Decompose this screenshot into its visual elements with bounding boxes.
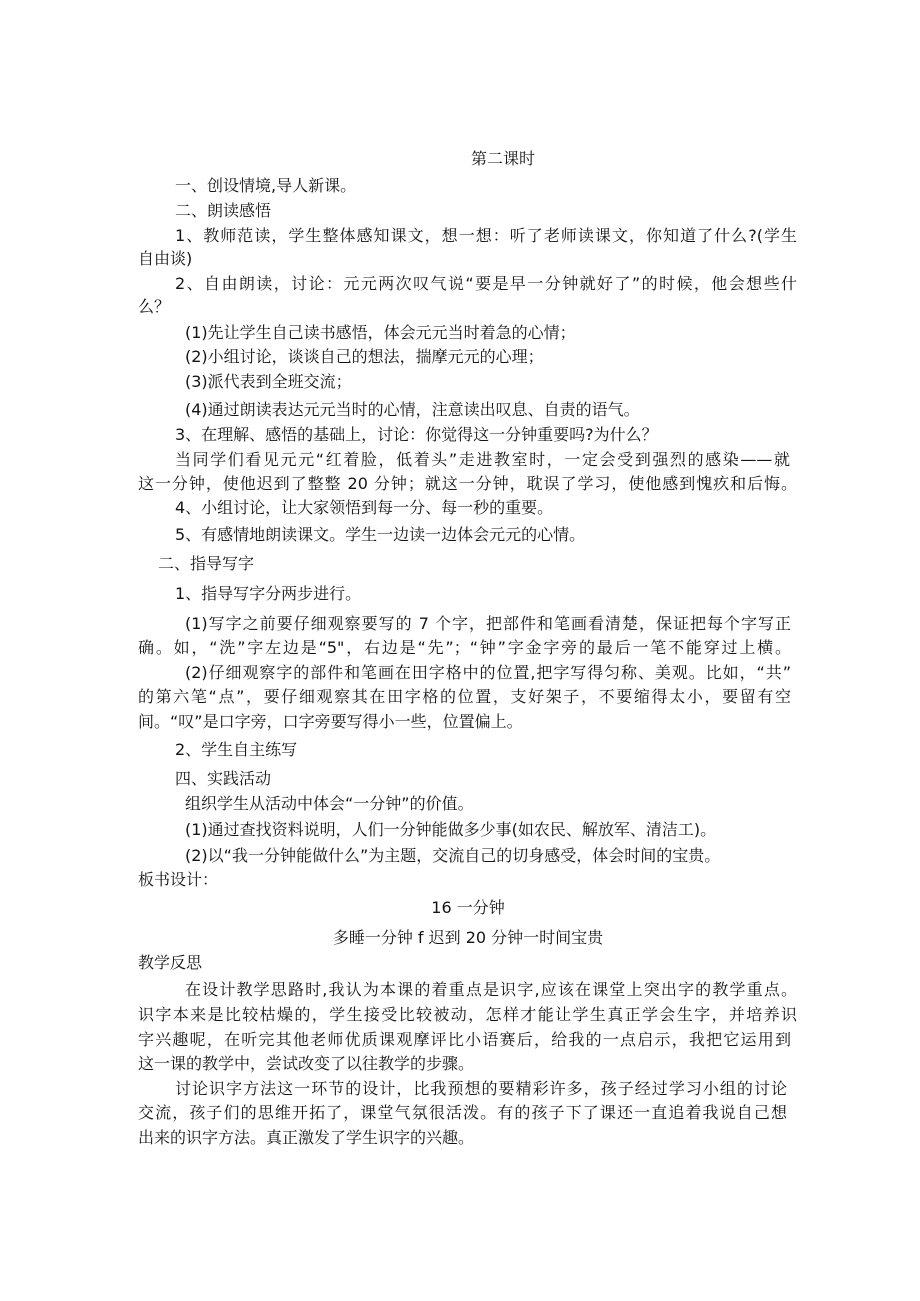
text-line: 2、自由朗读，讨论：元元两次叹气说“要是早一分钟就好了”的时候，他会想些什 bbox=[175, 274, 797, 293]
text-line: 这一分钟，使他迟到了整整 20 分钟；就这一分钟，耽误了学习，使他感到愧疚和后悔。 bbox=[138, 474, 797, 493]
reflection-line: 字兴趣呢，在听完其他老师优质课观摩评比小语赛后，给我的一点启示，我把它运用到 bbox=[138, 1030, 791, 1049]
reflection-line: 出来的识字方法。真正激发了学生识字的兴趣。 bbox=[138, 1128, 475, 1147]
text-line: 组织学生从活动中体会“一分钟”的价值。 bbox=[185, 794, 474, 813]
reflection-line: 这一课的教学中，尝试改变了以往教学的步骤。 bbox=[138, 1054, 475, 1073]
section-heading: 二、朗读感悟 bbox=[175, 201, 272, 220]
section-heading: 二、指导写字 bbox=[158, 554, 255, 573]
board-design-title: 16 一分钟 bbox=[431, 898, 505, 917]
reflection-line: 在设计教学思路时,我认为本课的着重点是识字,应该在课堂上突出字的教学重点。 bbox=[185, 980, 797, 999]
list-item: (2)小组讨论，谈谈自己的想法，揣摩元元的心理； bbox=[185, 347, 544, 366]
reflection-heading: 教学反思 bbox=[138, 953, 203, 972]
list-item: (3)派代表到全班交流； bbox=[185, 372, 352, 391]
text-line: 间。“叹”是口字旁，口字旁要写得小一些，位置偏上。 bbox=[138, 712, 523, 731]
text-line: 当同学们看见元元“红着脸，低着头”走进教室时，一定会受到强烈的感染——就 bbox=[175, 450, 790, 469]
text-line: 5、有感情地朗读课文。学生一边读一边体会元元的心情。 bbox=[175, 525, 586, 544]
list-item: (1)先让学生自己读书感悟，体会元元当时着急的心情； bbox=[185, 323, 576, 342]
list-item: (1)通过查找资料说明，人们一分钟能做多少事(如农民、解放军、清洁工)。 bbox=[185, 820, 717, 839]
list-item: (2)以“我一分钟能做什么”为主题，交流自己的切身感受，体会时间的宝贵。 bbox=[185, 846, 721, 865]
text-line: 1、教师范读，学生整体感知课文，想一想：听了老师读课文，你知道了什么?(学生 bbox=[175, 226, 797, 245]
text-line: 确。如，“洗”字左边是“5"，右边是“先”；“钟”字金字旁的最后一笔不能穿过上横。 bbox=[138, 638, 791, 657]
text-line: 的第六笔“点”，要仔细观察其在田字格的位置，支好架子，不要缩得太小，要留有空 bbox=[138, 687, 791, 706]
text-line: 自由谈) bbox=[138, 249, 193, 268]
list-item: (4)通过朗读表达元元当时的心情，注意读出叹息、自责的语气。 bbox=[185, 400, 640, 419]
text-line: 么？ bbox=[138, 297, 171, 316]
text-line: 2、学生自主练写 bbox=[175, 740, 298, 759]
text-line: 1、指导写字分两步进行。 bbox=[175, 584, 362, 603]
board-design-label: 板书设计： bbox=[138, 870, 219, 889]
board-design-formula: 多睡一分钟 f 迟到 20 分钟一时间宝贵 bbox=[332, 928, 604, 947]
list-item: (1)写字之前要仔细观察要写的 7 个字，把部件和笔画看清楚，保证把每个字写正 bbox=[185, 614, 791, 633]
text-line: 3、在理解、感悟的基础上，讨论：你觉得这一分钟重要吗?为什么？ bbox=[175, 425, 658, 444]
reflection-line: 识字本来是比较枯燥的，学生接受比较被动，怎样才能让学生真正学会生字，并培养识 bbox=[138, 1005, 797, 1024]
text-line: 4、小组讨论，让大家领悟到每一分、每一秒的重要。 bbox=[175, 498, 554, 517]
list-item: (2)仔细观察字的部件和笔画在田字格中的位置,把字写得匀称、美观。比如，“共” bbox=[185, 663, 791, 682]
reflection-line: 交流，孩子们的思维开拓了，课堂气氛很活泼。有的孩子下了课还一直追着我说自己想 bbox=[138, 1103, 787, 1122]
reflection-line: 讨论识字方法这一环节的设计，比我预想的要精彩许多，孩子经过学习小组的讨论 bbox=[175, 1079, 787, 1098]
section-heading: 一、创设情境,导人新课。 bbox=[175, 176, 357, 195]
section-heading: 四、实践活动 bbox=[175, 769, 272, 788]
lesson-title: 第二课时 bbox=[471, 149, 536, 168]
